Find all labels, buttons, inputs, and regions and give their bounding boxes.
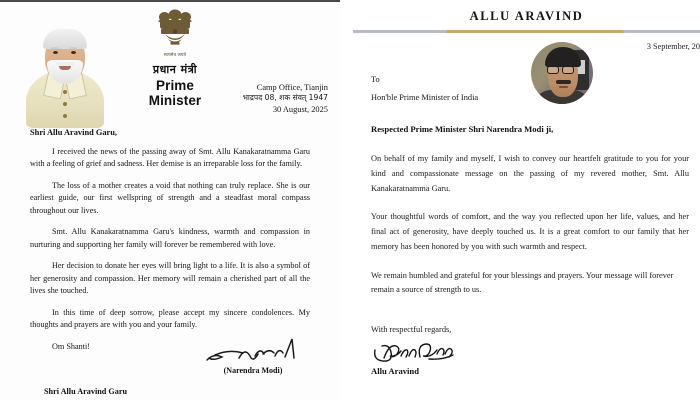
pm-title-hindi: प्रधान मंत्री (152, 63, 198, 76)
pm-title-english: Prime Minister (148, 78, 202, 108)
gregorian-date-line: 30 August, 2025 (272, 104, 328, 114)
to-recipient: Hon'ble Prime Minister of India (371, 93, 479, 102)
pmo-paragraph-6: Om Shanti! (52, 341, 90, 351)
pmo-footer-addressee: Shri Allu Aravind Garu (44, 387, 128, 396)
pmo-paragraph-1: I received the news of the passing away of Smt. Allu Kanakaratnamma Garu with a feeling of grief and sadness. Her demise is an irreparable loss for the family. (30, 147, 310, 169)
reply-paragraph-2: Your thoughtful words of comfort, and the way you reflected upon her life, values, and her final act of generosity, have deeply touched us. It is a great comfort to our family that her memory has been honored by you with such warmth and respect. (371, 212, 689, 251)
pmo-paragraph-5: In this time of deep sorrow, please accept my sincere condolences. My thoughts and prayers are with you and your family. (30, 307, 310, 330)
camp-office-address-block (243, 82, 328, 115)
pmo-signature-block (188, 336, 318, 375)
pmo-letter-body (30, 128, 310, 362)
letterhead-divider-rule (353, 30, 700, 33)
pmo-paragraph-3: Smt. Allu Kanakaratnamma Garu's kindness, warmth and compassion in nurturing and supporting her family will forever be remembered with love. (30, 227, 310, 249)
reply-paragraph-1: On behalf of my family and myself, I wish to convey our heartfelt gratitude to you for your kind and compassionate message on the passing of my revered mother, Smt. Allu Kanakaratnamma Garu. (371, 154, 689, 193)
pmo-signer-name: (Narendra Modi) (223, 366, 283, 375)
emblem-motto: सत्यमेव जयते (163, 52, 187, 57)
narendra-modi-portrait (22, 20, 108, 128)
allu-aravind-signature-mark (371, 338, 481, 366)
pmo-letterhead (0, 0, 340, 120)
reply-paragraph-3: We remain humbled and grateful for your blessings and prayers. Your message will forever remain a source of strength to us. (371, 270, 674, 295)
allu-aravind-portrait (531, 42, 593, 104)
documents-divider-gap (340, 0, 353, 400)
allu-aravind-reply-letter (353, 0, 700, 400)
letter-date: 3 September, 20 (646, 42, 700, 51)
ashoka-lion-capital-emblem (152, 6, 198, 52)
hindi-date-line: भाद्रपद 08, शक संवत् 1947 (242, 93, 328, 103)
pmo-salutation: Shri Allu Aravind Garu, (30, 128, 118, 137)
narendra-modi-signature-mark (188, 336, 318, 366)
reply-signer-name: Allu Aravind (371, 366, 419, 376)
reply-letter-body (371, 152, 689, 312)
reply-closing: With respectful regards, (371, 325, 452, 334)
pmo-paragraph-4: Her decision to donate her eyes will bring light to a life. It is also a symbol of her generosity and compassion. Her memory will remain a cherished part of all the lives she touched. (30, 261, 310, 296)
camp-office-line: Camp Office, Tianjin (256, 83, 328, 92)
state-emblem-block (135, 6, 215, 108)
to-label: To (371, 75, 380, 84)
pmo-condolence-letter (0, 0, 340, 400)
allu-aravind-letterhead-title: ALLU ARAVIND (469, 9, 584, 23)
pmo-paragraph-2: The loss of a mother creates a void that nothing can truly replace. She is our earliest guide, our first wellspring of strength and a steadfast moral compass throughout our lives. (30, 180, 310, 215)
reply-salutation: Respected Prime Minister Shri Narendra Modi ji, (371, 124, 554, 134)
